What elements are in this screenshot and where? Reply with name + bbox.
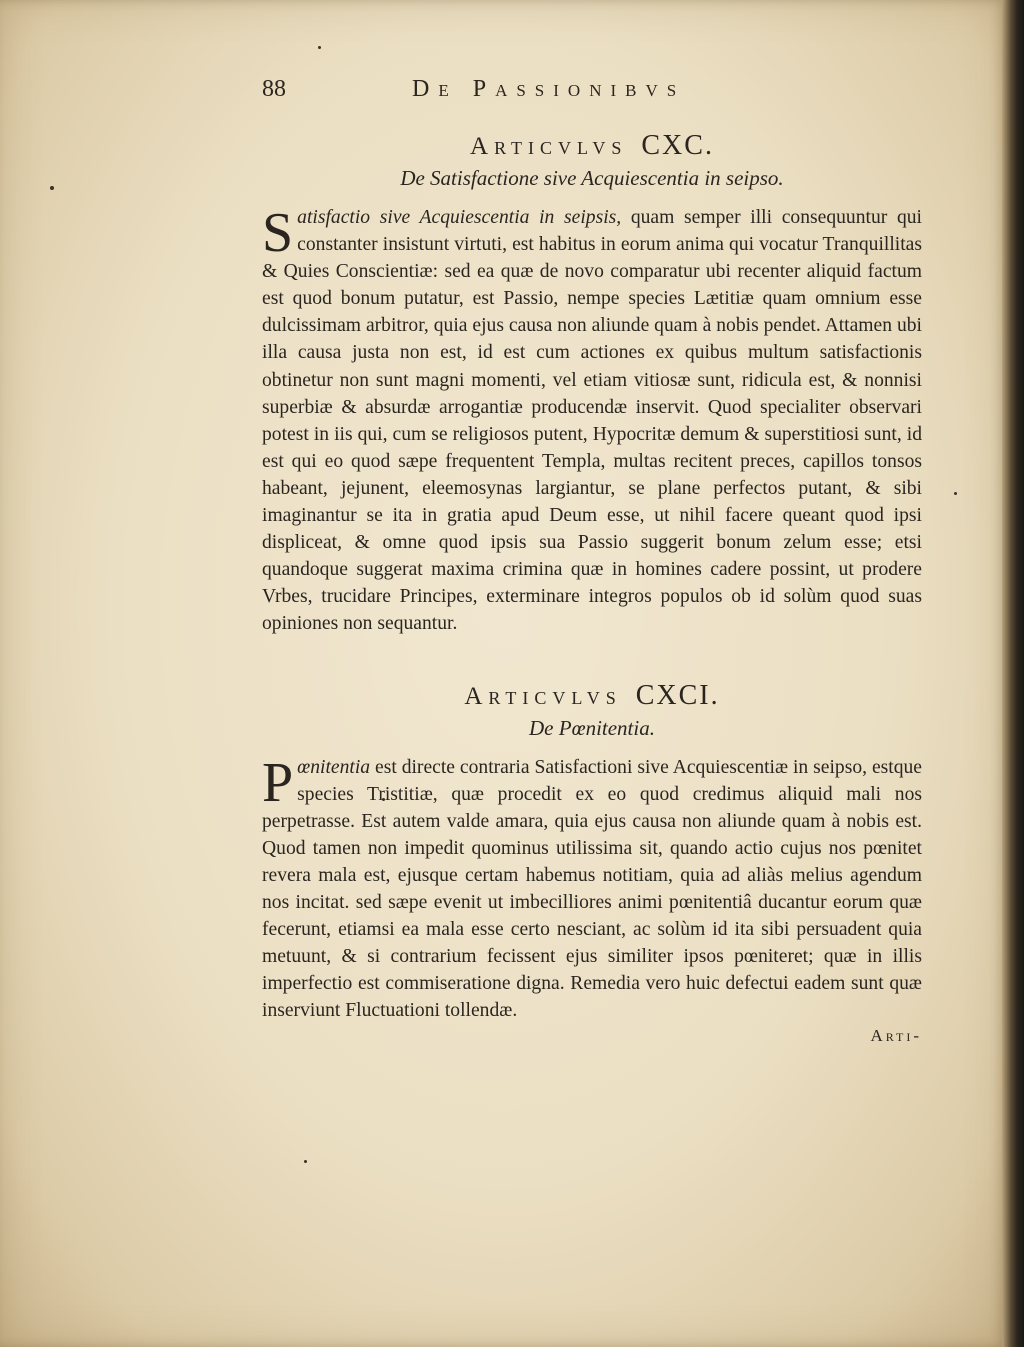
article-body-cxci <box>262 751 922 1025</box>
catchword: Arti- <box>870 1026 922 1046</box>
body-text: quam semper illi consequuntur qui constanter insistunt virtuti, est habitus in eorum anima qui vocatur Tranquillitas & Quies Conscientiæ: sed ea quæ de novo comparatur ubi recenter aliquid factum est quod bonum putatur, est Passio, nempe species Lætitiæ quam omnium esse dulcissimam arbitror, quia ejus causa non aliunde quam à nobis pendet. Attamen ubi illa causa justa non est, id est cum actiones ex quibus multum satisfactionis obtinetur non sunt magni momenti, vel etiam vitiosæ sunt, ridicula est, & nonnisi superbiæ & absurdæ arrogantiæ producendæ inservit. Quod specialiter observari potest in iis qui, cum se religiosos putent, Hypocritæ demum & superstitiosi sunt, id est qui eo quod sæpe frequentent Templa, multas recitent preces, capillos tonsos habeant, jejunent, eleemosynas largiantur, se plane perfectos putant, & sibi imaginantur se ita in gratia apud Deum esse, ut nihil facere queant quod ipsi displiceat, & omne quod ipsis sua Passio suggerit bonum zelum esse; etsi quandoque suggerat maxima crimina quæ in homines cadere possint, ut prodere Vrbes, trucidare Principes, exterminare integros populos ob id solùm quod suas opiniones non sequantur. <box>262 207 922 635</box>
lead-phrase: œnitentia <box>297 756 371 778</box>
article-heading-label: Articvlvs <box>470 133 628 160</box>
ink-speck <box>954 492 957 495</box>
ink-speck <box>50 186 54 190</box>
drop-cap: S <box>262 202 294 264</box>
body-text: est directe contraria Satisfactioni sive Acquiescentiæ in seipso, estque species Tristitiæ, quæ procedit ex eo quod credimus aliquid mali nos perpetrasse. Est autem valde amara, quia ejus causa non aliunde quam à nobis est. Quod tamen non impedit quominus utilissima sit, quando actio cujus nos pœnitet revera mala est, ejusque certam habemus notitiam, quia ad aliàs melius agendum nos incitat. sed sæpe evenit ut imbecilliores animi pœnitentiâ ducantur eorum quæ fecerunt, etiamsi ea mala esse certo nesciant, ac solùm id ita sibi persuadent quia metuunt, & si contrarium fecissent ejus similiter ipsos pœniteret; quæ in illis imperfectio est commiseratione digna. Remedia vero huic defectui eadem sunt quæ inserviunt Fluctuationi tollendæ. <box>262 756 922 1022</box>
lead-phrase: atisfactio sive Acquiescentia in seipsis, <box>297 207 622 228</box>
article-numeral: CXCI. <box>635 679 720 711</box>
article-heading-label: Articvlvs <box>464 682 622 710</box>
running-title: De Passionibvs <box>412 76 686 102</box>
running-head <box>262 76 922 116</box>
ink-speck <box>304 1160 307 1163</box>
article-heading-cxci <box>262 680 922 712</box>
book-gutter <box>1002 0 1024 1347</box>
ink-speck <box>318 46 321 49</box>
page-content <box>262 76 922 1046</box>
article-body-cxc <box>262 204 922 638</box>
article-subtitle: De Satisfactione sive Acquiescentia in seipso. <box>400 166 784 190</box>
page-number: 88 <box>262 76 286 102</box>
article-numeral: CXC. <box>641 130 714 161</box>
article-heading-cxc <box>262 130 922 162</box>
drop-cap: P <box>262 751 294 814</box>
article-subtitle: De Pœnitentia. <box>529 715 655 740</box>
section-gap <box>262 638 922 666</box>
